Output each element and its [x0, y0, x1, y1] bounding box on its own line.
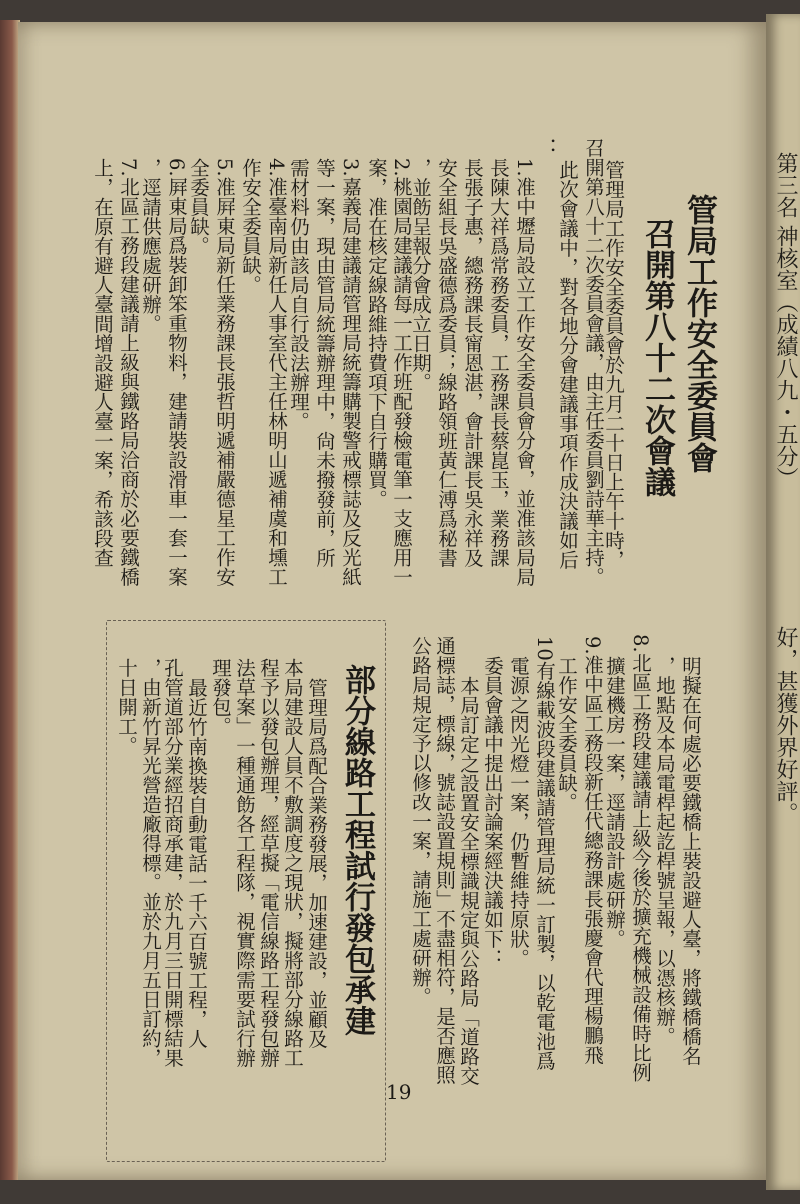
resolution-item-line: 工作安全委員缺。: [555, 656, 578, 812]
resolution-item-line: 長張子惠，總務課長甯恩湛，會計課長吳永祥及: [461, 158, 484, 568]
resolution-item-line: 3.嘉義局建議請管理局統籌購製警戒標誌及反光紙: [339, 158, 362, 587]
resolution-item-line: 長陳大祥爲常務委員，工務課長蔡崑玉，業務課: [487, 158, 510, 568]
article-title-line: 召開第八十二次會議: [639, 218, 675, 497]
intro-text-line: 此次會議中，對各地分會建議事項作成決議如后: [556, 160, 579, 570]
intro-colon: ：: [548, 133, 571, 158]
resolution-item-line: 電源之閃光燈一案，仍暫維持原狀。: [507, 656, 530, 968]
intro-text-line: 召開第八十二次委員會議，由主任委員劉詩華主持。: [582, 138, 605, 587]
article-title-line: 管局工作安全委員會: [681, 194, 717, 473]
article-paragraph-line: 理發包。: [209, 658, 232, 736]
adjacent-page-line: 好，甚獲外界好評。: [773, 626, 798, 824]
resolution-item-line: 全委員缺。: [187, 158, 210, 256]
resolution-item-line: ，地點及本局電桿起訖桿號呈報，以憑核辦。: [653, 656, 676, 1046]
resolution-item-line: 明擬在何處必要鐵橋上裝設避人臺，將鐵橋橋名: [679, 656, 702, 1066]
resolution-item-line: 本局訂定之設置安全標識規定與公路局「道路交: [457, 676, 480, 1086]
resolution-item-line: 8.北區工務段建議請上級今後於擴充機械設備時比例: [629, 634, 652, 1082]
resolution-item-line: 等一案，現由管局統籌辦理中，尙未撥發前，所: [313, 158, 336, 568]
resolution-item-line: 公路局規定予以修改一案，請施工處研辦。: [409, 636, 432, 1007]
adjacent-page-line: 第三名 神核室（成績八九・五分）: [773, 152, 798, 489]
page-number: 19: [386, 1080, 412, 1104]
resolution-item-line: 安全組長吳盛德爲委員；線路領班黃仁溥爲秘書: [435, 158, 458, 568]
resolution-item-line: 上，在原有避人臺間增設避人臺一案，希該段查: [91, 158, 114, 568]
resolution-item-line: 擴建機房一案，逕請設計處研辦。: [603, 656, 626, 949]
resolution-item-line: 6.屛東局爲裝卸笨重物料，建請裝設滑車一套一案: [165, 158, 188, 587]
resolution-item-line: 2.桃園局建議請每一工作班配發檢電筆一支應用一: [390, 158, 413, 587]
resolution-item-line: 7.北區工務段建議請上級與鐵路局洽商於必要鐵橋: [117, 158, 140, 587]
article-paragraph-line: 程予以發包辦理，經草擬「電信線路工程發包辦: [257, 658, 280, 1068]
article-paragraph-line: 管理局爲配合業務發展，加速建設，並顧及: [305, 678, 328, 1049]
resolution-item-line: 作安全委員缺。: [239, 158, 262, 295]
intro-text-line: 管理局工作安全委員會於九月二十日上午十時，: [602, 160, 625, 570]
article-paragraph-line: ，由新竹昇光營造廠得標。並於九月五日訂約，: [139, 658, 162, 1068]
resolution-item-line: ，並飭呈報分會成立日期。: [409, 158, 432, 392]
resolution-item-line: 案，准在核定線路維持費項下自行購買。: [365, 158, 388, 509]
resolution-item-line: 10有線載波段建議請管理局統一訂製，以乾電池爲: [533, 636, 556, 1071]
article-paragraph-line: 孔管道部分業經招商承建，於九月三日開標結果: [161, 658, 184, 1068]
resolution-item-line: 委員會議中提出討論案經決議如下：: [481, 656, 504, 968]
resolution-item-line: 通標誌，標線，號誌設置規則」不盡相符，是否應照: [433, 636, 456, 1085]
adjacent-page-strip: [766, 14, 800, 1190]
article-paragraph-line: 法草案」一種通飭各工程隊，視實際需要試行辦: [233, 658, 256, 1068]
article-paragraph-line: 十日開工。: [115, 658, 138, 756]
resolution-item-line: 5.准屛東局新任業務課長張哲明遞補嚴德星工作安: [213, 158, 236, 587]
resolution-item-line: 需材料仍由該局自行設法辦理。: [287, 158, 310, 431]
resolution-item-line: 9.准中區工務段新任代總務課長張慶會代理楊鵬飛: [581, 636, 604, 1065]
article-title: 部分線路工程試行發包承建: [339, 664, 375, 1036]
article-paragraph-line: 本局建設人員不敷調度之現狀，擬將部分線路工: [281, 658, 304, 1068]
book-spine-edge: [0, 20, 20, 1180]
resolution-item-line: 4.准臺南局新任人事室代主任林明山遞補虞和壎工: [265, 158, 288, 587]
article-paragraph-line: 最近竹南換裝自動電話一千六百號工程，人: [185, 678, 208, 1049]
resolution-item-line: ，逕請供應處研辦。: [139, 158, 162, 334]
resolution-item-line: 1.准中壢局設立工作安全委員會分會，並准該局局: [513, 158, 536, 587]
